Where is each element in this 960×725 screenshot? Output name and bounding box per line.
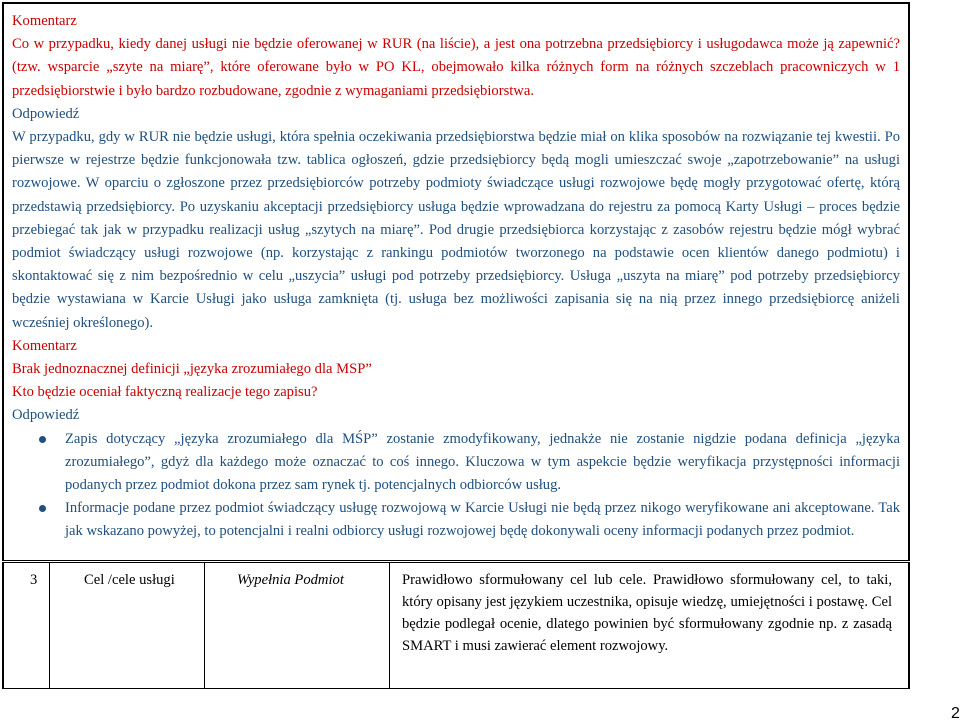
bullet-icon (39, 436, 46, 443)
description-cell: Prawidłowo sformułowany cel lub cele. Prawidłowo sformułowany cel, to taki, który opisany jest językiem uczestnika, opisuje wiedzę, umiejętności i postawę. Cel będzie podlegał ocenie, dlatego powinien być sformułowany zgodnie np. z zasadą SMART i musi zawierać element rozwojowy. (402, 572, 892, 654)
comment-question: Co w przypadku, kiedy danej usługi nie będzie oferowanej w RUR (na liście), a jest ona potrzebna przedsiębiorcy i usługodawca może ją zapewnić? (12, 36, 900, 53)
field-name-cell: Cel /cele usługi (50, 563, 205, 688)
answer-heading-2: Odpowiedź (12, 407, 80, 424)
comment-line-1: Brak jednoznacznej definicji „języka zrozumiałego dla MSP” (12, 361, 372, 378)
list-item (12, 428, 900, 498)
answer-bullet-list (12, 428, 900, 544)
bullet-text: Informacje podane przez podmiot świadczący usługę rozwojową w Karcie Usługi nie będą przez nikogo weryfikowane ani akceptowane. Tak jak wskazano powyżej, to potencjalni i realni odbiorcy usługi rozwojowej będę dokonywali oceny informacji podanych przez podmiot. (65, 500, 900, 540)
page-number: 2 (951, 705, 960, 722)
answer-text (12, 126, 900, 335)
row-number-cell: 3 (4, 563, 50, 688)
comment-line-2: Kto będzie oceniał faktyczną realizacje tego zapisu? (12, 384, 318, 401)
comment-heading: Komentarz (12, 13, 77, 29)
comment-heading-2: Komentarz (12, 337, 77, 354)
answer-heading: Odpowiedź (12, 105, 80, 122)
filled-by-cell: Wypełnia Podmiot (205, 563, 390, 688)
comment-question-continued: (tzw. wsparcie „szyte na miarę”, które oferowane było w PO KL, obejmowało kilka różnych form na różnych szczeblach pracowniczych w 1 przedsiębiorstwie i było bardzo rozbudowane, zgodnie z wymaganiami przedsiębiorstwa. (12, 59, 900, 99)
table-row (2, 562, 910, 689)
bullet-icon (39, 505, 46, 512)
comment-text (12, 33, 900, 103)
list-item (12, 497, 900, 543)
answer-text-part-a: W przypadku, gdy w RUR nie będzie usługi, która spełnia oczekiwania przedsiębiorstwa będzie miał on klika sposobów na rozwiązanie tej kwestii. Po pierwsze w rejestrze będzie funkcjonowała tzw. tablica ogłoszeń, gdzie przedsiębiorcy będą mogli umieszczać swoje „zapotrzebowanie” na usługi rozwojowe. W oparciu o zgłoszone przez przedsiębiorców potrzeby podmioty świadczące usługi rozwojowe będę mogły przygotować ofertę, którą przedstawią przedsiębiorcy. (12, 129, 900, 215)
bullet-text: Zapis dotyczący „języka zrozumiałego dla MŚP” zostanie zmodyfikowany, jednakże nie zostanie nigdzie podana definicja „języka zrozumiałego”, gdyż dla każdego może oznaczać to coś innego. Kluczowa w tym aspekcie będzie weryfikacja przystępności informacji podanych przez podmiot dokona przez sam rynek tj. potencjalnych odbiorców usług. (65, 430, 900, 494)
answer-text-part-b: Po uzyskaniu akceptacji przedsiębiorcy usługa będzie wprowadzana do rejestru za pomocą Karty Usługi – proces będzie przebiegać tak jak w przypadku realizacji usług „szytych na miarę”. Pod drugie przedsiębiorca korzystając z zasobów rejestru będzie mógł wybrać podmiot świadczący usługi rozwojowe (np. korzystając z rankingu podmiotów tworzonego na podstawie ocen klientów danego podmiotu) i skontaktować się z nim bezpośrednio w celu „uszycia” usługi pod potrzeby przedsiębiorcy. Usługa „uszyta na miarę” pod potrzeby przedsiębiorcy będzie wystawiana w Karcie Usługi jako usługa zamknięta (tj. usługa bez możliwości zapisania się na nią przez innego przedsiębiorcę aniżeli wcześniej określonego). (12, 198, 900, 331)
comments-cell (2, 2, 910, 561)
